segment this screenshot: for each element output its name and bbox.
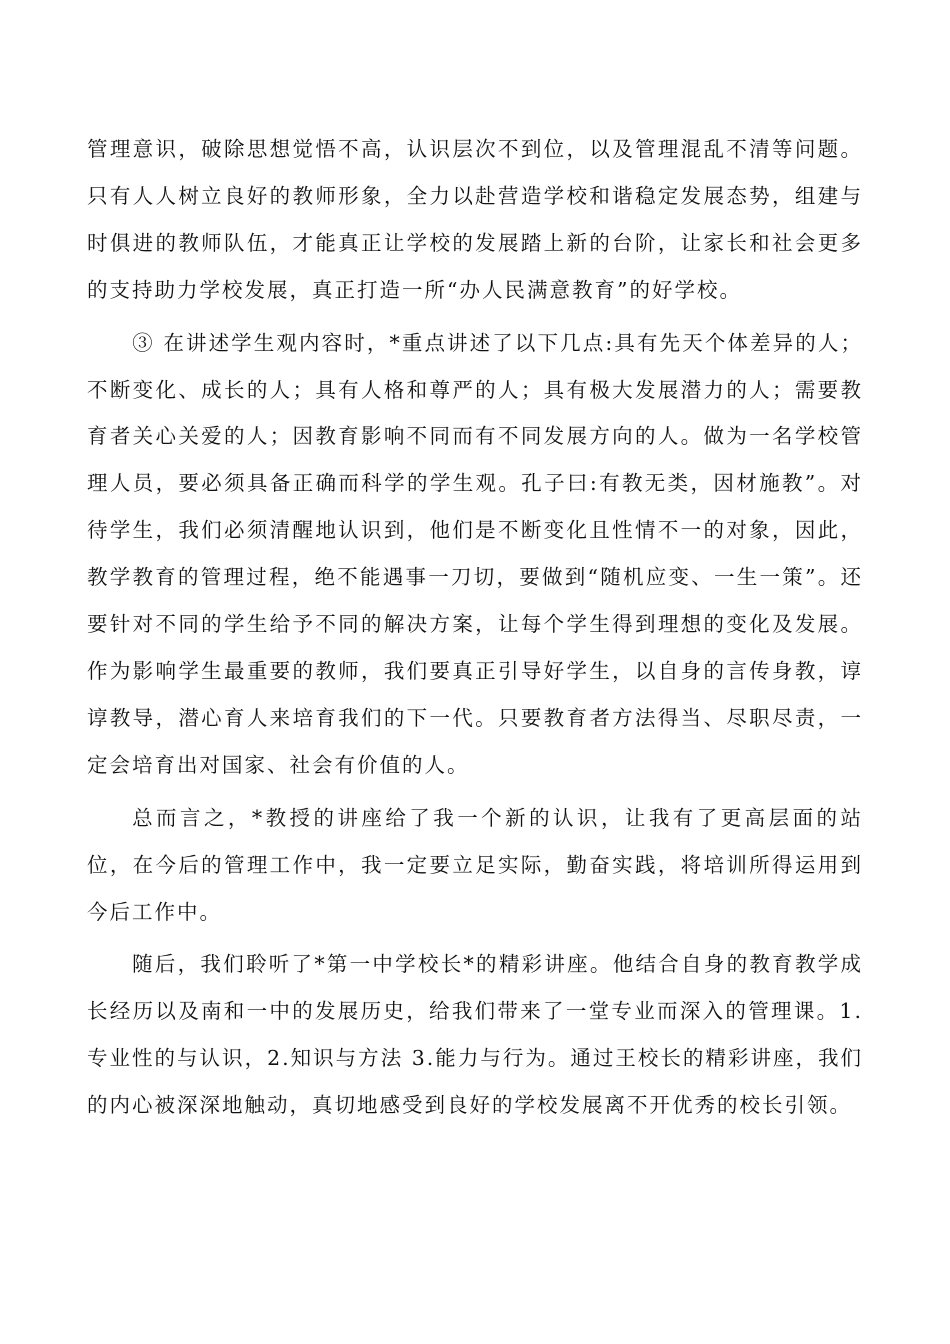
paragraph-student-view: ③ 在讲述学生观内容时，*重点讲述了以下几点:具有先天个体差异的人；不断变化、成长的人；具有人格和尊严的人；具有极大发展潜力的人；需要教育者关心关爱的人；因教育影响不同而有不同发展方向的人。做为一名学校管理人员，要必须具备正确而科学的学生观。孔子曰:有教无类，因材施教”。对待学生，我们必须清醒地认识到，他们是不断变化且性情不一的对象，因此，教学教育的管理过程，绝不能遇事一刀切，要做到“随机应变、一生一策”。还要针对不同的学生给予不同的解决方案，让每个学生得到理想的变化及发展。作为影响学生最重要的教师，我们要真正引导好学生，以自身的言传身教，谆谆教导，潜心育人来培育我们的下一代。只要教育者方法得当、尽职尽责，一定会培育出对国家、社会有价值的人。 [87, 330, 863, 777]
paragraph-summary: 总而言之，*教授的讲座给了我一个新的认识，让我有了更高层面的站位，在今后的管理工作中，我一定要立足实际，勤奋实践，将培训所得运用到今后工作中。 [87, 805, 863, 924]
paragraph-continuation: 管理意识，破除思想觉悟不高，认识层次不到位，以及管理混乱不清等问题。只有人人树立良好的教师形象，全力以赴营造学校和谐稳定发展态势，组建与时俱进的教师队伍，才能真正让学校的发展踏上新的台阶，让家长和社会更多的支持助力学校发展，真正打造一所“办人民满意教育”的好学校。 [87, 137, 863, 302]
paragraph-principal-lecture: 随后，我们聆听了*第一中学校长*的精彩讲座。他结合自身的教育教学成长经历以及南和一中的发展历史，给我们带来了一堂专业而深入的管理课。1.专业性的与认识，2.知识与方法 3.能力与行为。通过王校长的精彩讲座，我们的内心被深深地触动，真切地感受到良好的学校发展离不开优秀的校长引领。 [87, 952, 863, 1118]
document-page [87, 126, 863, 1129]
